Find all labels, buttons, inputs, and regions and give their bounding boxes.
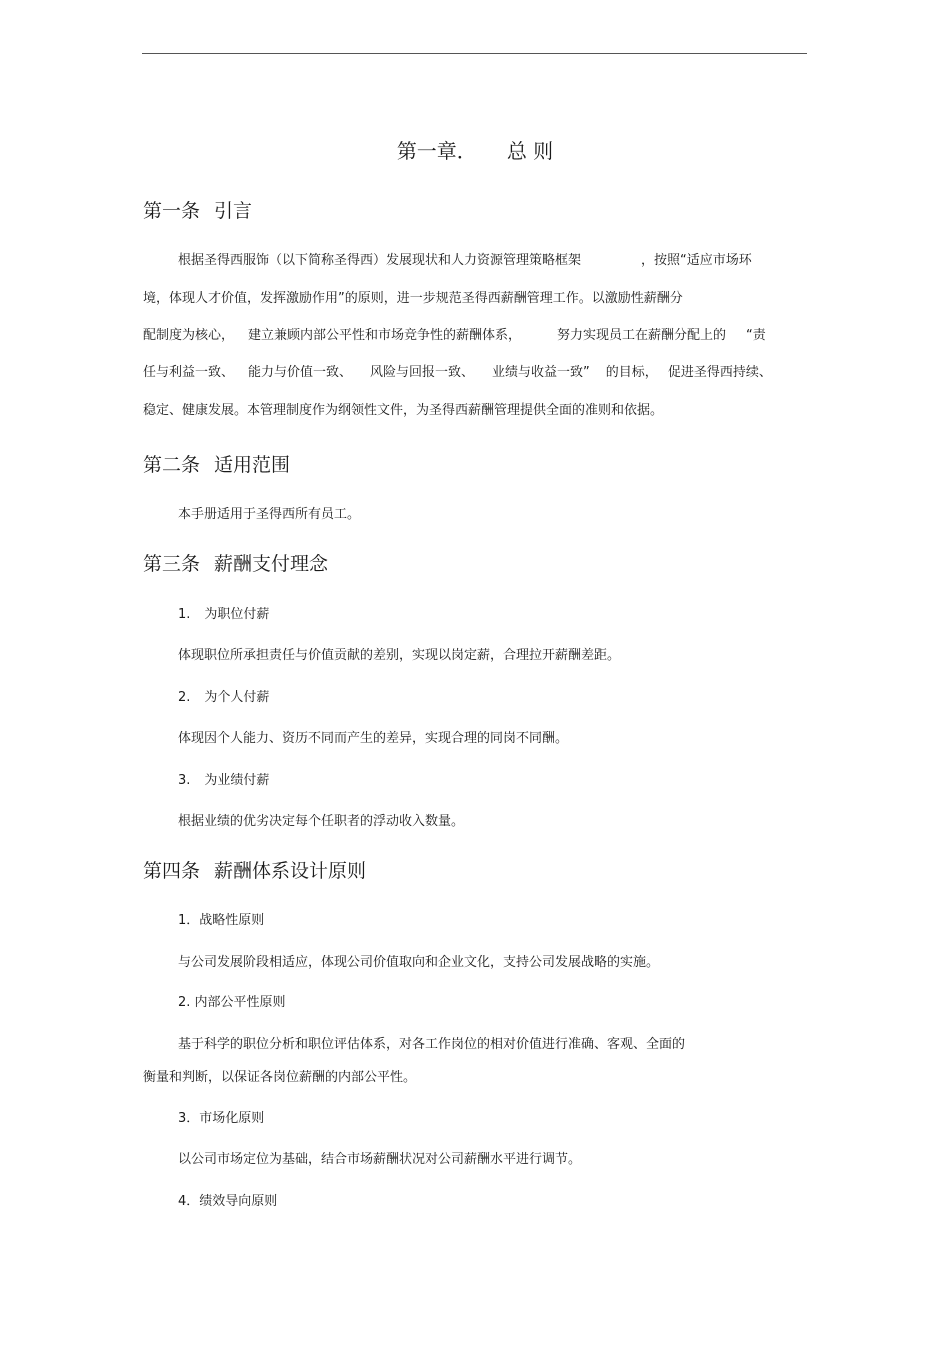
article-3-item-3-label: 3. 为业绩付薪 [178,773,270,788]
article-3-heading: 第三条 薪酬支付理念 [143,553,329,575]
article-1-line-2: 境，体现人才价值，发挥激励作用”的原则，进一步规范圣得西薪酬管理工作。以激励性薪酬分 [143,291,683,306]
article-2-heading: 第二条 适用范围 [143,454,291,476]
article-4-item-1-label: 1．战略性原则 [178,913,265,928]
article-3-item-2-label: 2. 为个人付薪 [178,690,270,705]
article-4-item-4-label: 4．绩效导向原则 [178,1194,278,1209]
article-4-item-2-desc-line-1: 基于科学的职位分析和职位评估体系，对各工作岗位的相对价值进行准确、客观、全面的 [178,1037,686,1052]
article-4-item-3-desc: 以公司市场定位为基础，结合市场薪酬状况对公司薪酬水平进行调节。 [178,1152,582,1167]
chapter-title: 第一章． 总 则 [396,139,554,163]
article-4-item-2-label: 2. 内部公平性原则 [178,995,286,1010]
article-3-item-1-label: 1. 为职位付薪 [178,607,270,622]
article-3-item-2-desc: 体现因个人能力、资历不同而产生的差异，实现合理的同岗不同酬。 [178,731,569,746]
article-1-line-1: 根据圣得西服饰（以下简称圣得西）发展现状和人力资源管理策略框架 ，按照“适应市场环 [178,253,752,268]
article-4-item-1-desc: 与公司发展阶段相适应，体现公司价值取向和企业文化，支持公司发展战略的实施。 [178,955,660,970]
article-4-item-2-desc-line-2: 衡量和判断，以保证各岗位薪酬的内部公平性。 [143,1070,417,1085]
article-1-line-3: 配制度为核心， 建立兼顾内部公平性和市场竞争性的薪酬体系， 努力实现员工在薪酬分配上的 “责 [143,328,766,343]
article-4-heading: 第四条 薪酬体系设计原则 [143,860,367,882]
article-1-heading: 第一条 引言 [143,200,253,222]
article-1-line-4: 任与利益一致、 能力与价值一致、 风险与回报一致、 业绩与收益一致” 的目标， 促进圣得西持续、 [143,365,772,380]
article-3-item-3-desc: 根据业绩的优劣决定每个任职者的浮动收入数量。 [178,814,465,829]
header-rule [142,53,807,54]
article-3-item-1-desc: 体现职位所承担责任与价值贡献的差别，实现以岗定薪，合理拉开薪酬差距。 [178,648,621,663]
article-1-line-5: 稳定、健康发展。本管理制度作为纲领性文件，为圣得西薪酬管理提供全面的准则和依据。 [143,403,664,418]
article-4-item-3-label: 3．市场化原则 [178,1111,265,1126]
article-2-text: 本手册适用于圣得西所有员工。 [178,507,361,522]
